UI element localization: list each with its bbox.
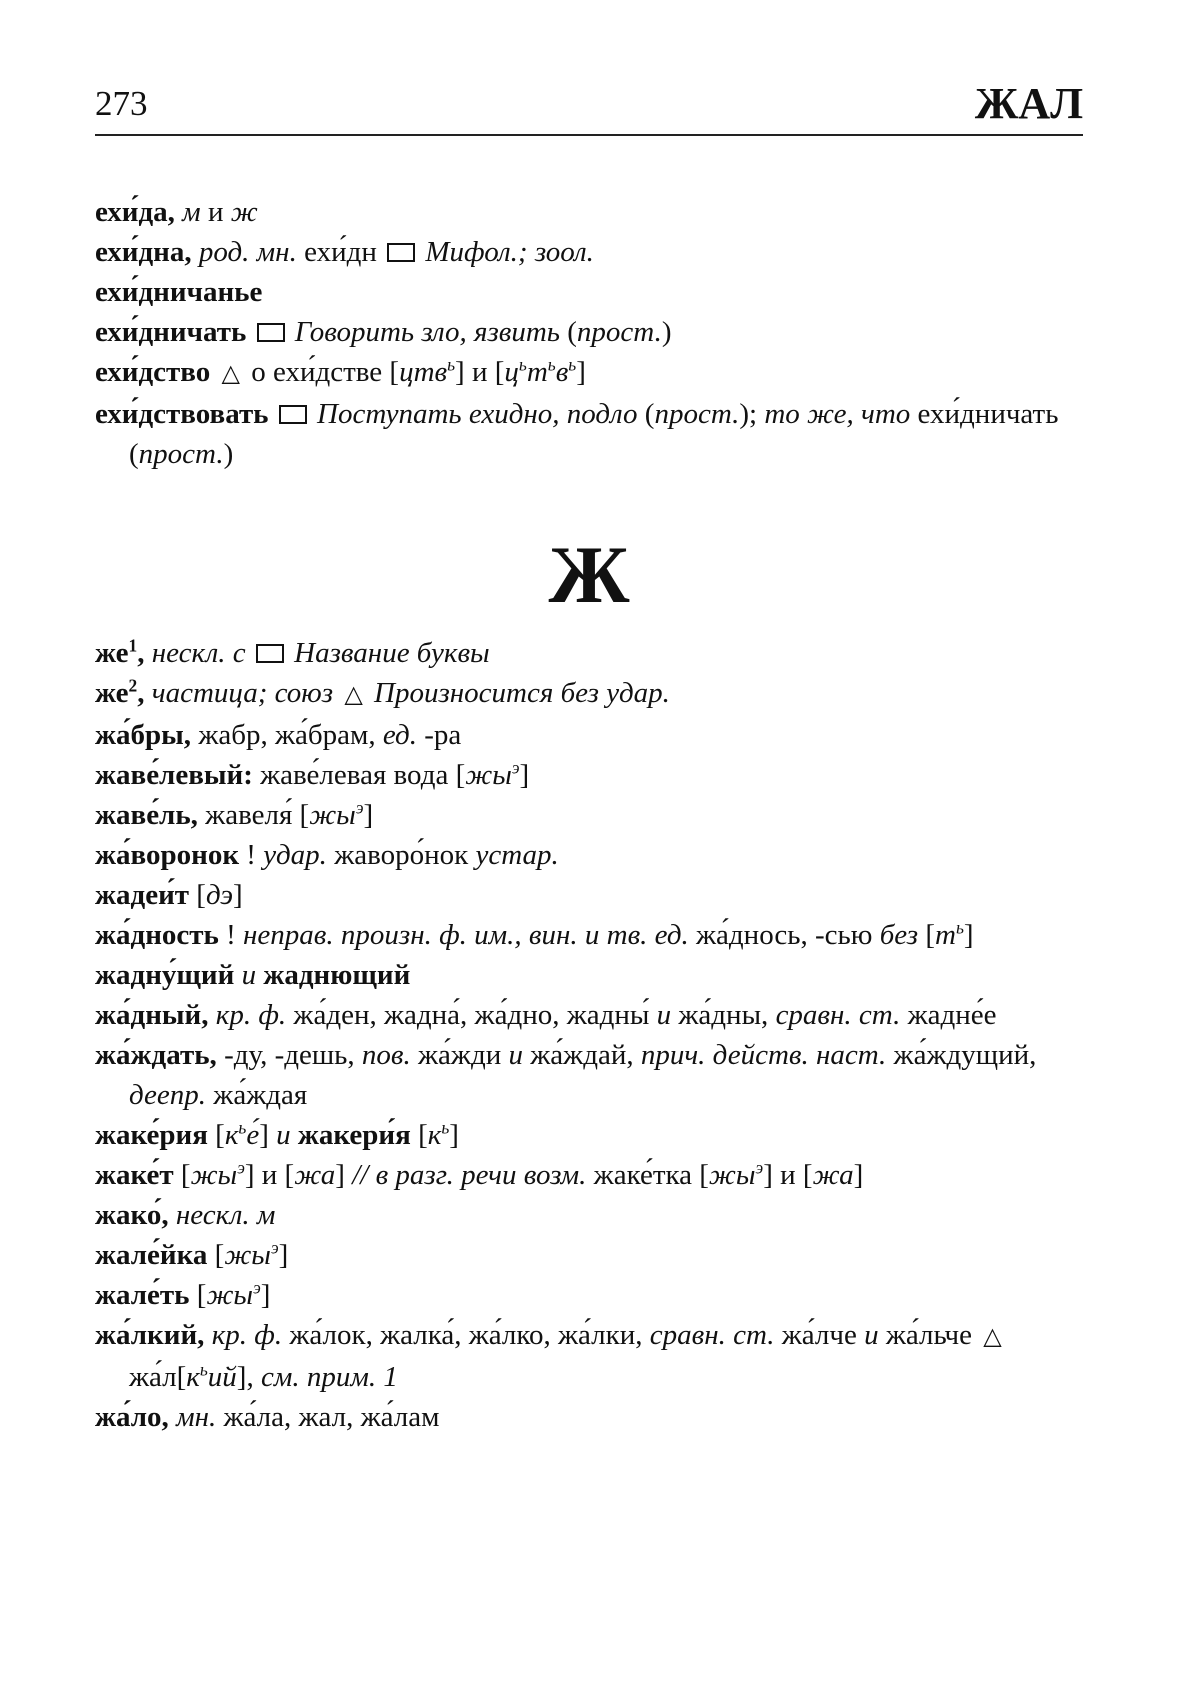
entry-17: жа́ждать, -ду, -дешь, пов. жа́жди и жа́ждай, прич. действ. наст. жа́ждущий, деепр. жа́ждая <box>95 1039 1037 1111</box>
page-number: 273 <box>95 84 148 123</box>
entries-top <box>95 192 1083 474</box>
entry-14: жа́дность ! неправ. произн. ф. им., вин. и тв. ед. жа́днось, -сью без $[т^ь]$ <box>95 917 974 951</box>
entry-8: $же^2$, частица; союз △ Произносится без удар. <box>95 675 670 709</box>
section-letter: Ж <box>548 529 630 620</box>
entry-22: жале́ть $[жы^э]$ <box>95 1277 271 1311</box>
definition-box-icon <box>257 323 285 342</box>
pronunciation-triangle-icon: △ <box>344 682 363 708</box>
entry-20: жако́, нескл. м <box>95 1199 276 1231</box>
entry-15: жадну́щий и жаднющий <box>95 959 411 991</box>
entry-3: ехи́дничанье <box>95 276 263 308</box>
entry-2: ехи́дна, род. мн. ехи́дн Мифол.; зоол. <box>95 236 594 268</box>
page-header <box>95 78 1083 136</box>
entry-9: жа́бры, жабр, жа́брам, ед. -ра <box>95 719 462 751</box>
entry-19: жаке́т $[жы^э]$ и [жа] // в разг. речи возм. жаке́тка $[жы^э]$ и [жа] <box>95 1157 864 1191</box>
entry-5: ехи́дство △ о ехи́дстве [цтв$^ь$] и $[ц^ьт^ьв^ь]$ <box>95 354 586 388</box>
entry-24: жа́ло, мн. жа́ла, жал, жа́лам <box>95 1401 440 1433</box>
entry-1: ехи́да, м и ж <box>95 196 258 228</box>
pronunciation-triangle-icon: △ <box>983 1324 1002 1350</box>
running-head: ЖАЛ <box>974 79 1083 128</box>
entry-13: жадеи́т [дэ] <box>95 879 243 911</box>
entries-bottom <box>95 633 1083 1437</box>
entry-21: жале́йка $[жы^э]$ <box>95 1237 289 1271</box>
entry-12: жа́воронок ! удар. жаворо́нок устар. <box>95 839 559 871</box>
pronunciation-triangle-icon: △ <box>221 361 240 387</box>
entry-23: жа́лкий, кр. ф. жа́лок, жалка́, жа́лко, жа́лки, сравн. ст. жа́лче и жа́льче △ $жа́л[к^ьий]$, см. прим. 1 <box>95 1319 1002 1393</box>
entry-6: ехи́дствовать Поступать ехидно, подло (прост.); то же, что ехи́дничать (прост.) <box>95 398 1059 470</box>
entry-16: жа́дный, кр. ф. жа́ден, жадна́, жа́дно, жадны́ и жа́дны, сравн. ст. жадне́е <box>95 999 997 1031</box>
entry-18: жаке́рия $[к^ье́]$ и жакери́я $[к^ь]$ <box>95 1117 459 1151</box>
definition-box-icon <box>387 243 415 262</box>
entry-11: жаве́ль, жавеля́ $[жы^э]$ <box>95 797 374 831</box>
entry-7: $же^1$, нескл. с Название буквы <box>95 635 490 669</box>
definition-box-icon <box>256 644 284 663</box>
entry-10: жаве́левый: жаве́левая вода $[жы^э]$ <box>95 757 530 791</box>
entry-4: ехи́дничать Говорить зло, язвить (прост.) <box>95 316 672 348</box>
definition-box-icon <box>279 405 307 424</box>
